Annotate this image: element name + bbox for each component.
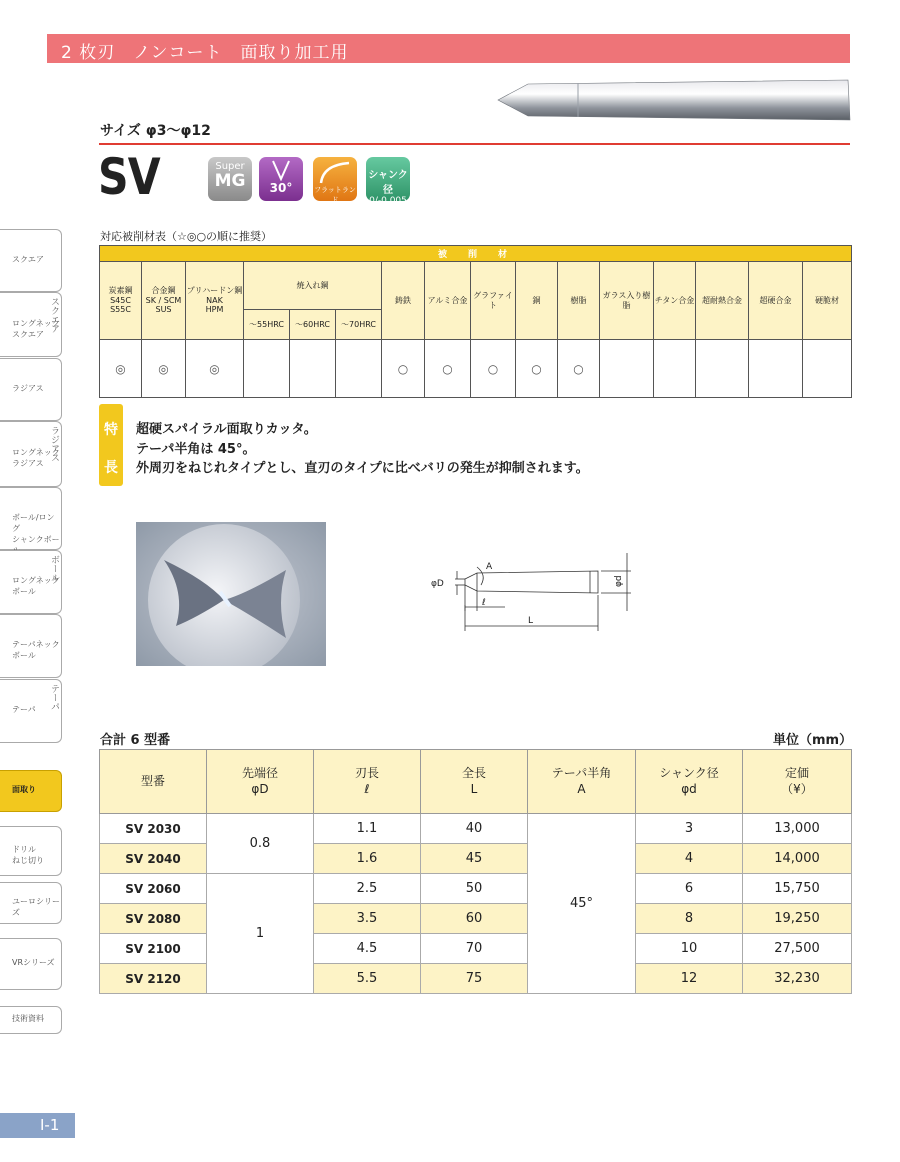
dimension-drawing <box>425 545 635 635</box>
side-tab-label: 面取り <box>12 785 36 794</box>
feature-line-2: テーパ半角は 45°。 <box>136 442 256 457</box>
material-rating <box>749 340 803 398</box>
taper-half-angle: 45° <box>528 814 636 994</box>
helix-30-badge <box>259 157 303 201</box>
drawing-L: L <box>528 616 534 626</box>
cutter-end-photo <box>136 522 326 666</box>
side-tab-label: ユーロシリーズ <box>12 897 60 917</box>
section-header-band <box>47 34 850 63</box>
material-col-header: 炭素鋼 S45C S55C <box>100 262 142 340</box>
page-number: I-1 <box>40 1116 60 1134</box>
material-rating <box>600 340 654 398</box>
flute-length: 4.5 <box>314 934 421 964</box>
side-tab[interactable] <box>0 229 62 292</box>
side-tab-vertical-label: テーパ <box>49 684 59 711</box>
spec-header-line1: 全長 <box>461 765 486 780</box>
flat-land-icon <box>315 159 355 185</box>
side-tab-vertical-label: ボール <box>49 555 59 582</box>
material-col-header: 銅 <box>516 262 558 340</box>
overall-length: 60 <box>421 904 528 934</box>
badge-angle: 30° <box>269 181 293 195</box>
spec-header-line2: φd <box>681 781 697 796</box>
overall-length: 75 <box>421 964 528 994</box>
material-col-header: 硬脆材 <box>803 262 852 340</box>
side-tab[interactable] <box>0 1006 62 1034</box>
feature-tag-2: 長 <box>104 460 118 476</box>
spec-header-line2: L <box>470 781 478 796</box>
material-col-header: 超耐熱合金 <box>696 262 749 340</box>
spec-col-header <box>528 750 636 814</box>
spec-col-header <box>743 750 852 814</box>
side-tab[interactable] <box>0 292 62 357</box>
feature-line-1: 超硬スパイラル面取りカッタ。 <box>136 422 317 437</box>
drawing-A: A <box>486 562 493 572</box>
flute-length: 2.5 <box>314 874 421 904</box>
material-col-header: 焼入れ鋼 <box>244 262 382 310</box>
side-tab-label: VRシリーズ <box>12 958 55 967</box>
material-rating: ◎ <box>142 340 186 398</box>
model-number: SV 2030 <box>100 814 207 844</box>
side-tab-label: ドリル ねじ切り <box>12 845 44 865</box>
list-price: 15,750 <box>743 874 852 904</box>
feature-tag-1: 特 <box>104 422 118 438</box>
badge-mg-top: Super <box>215 161 245 172</box>
side-tab-vertical-label: スクエア <box>49 297 59 333</box>
material-col-header: 鋳鉄 <box>382 262 425 340</box>
material-col-header: 超硬合金 <box>749 262 803 340</box>
side-tab-label: テーパネック ボール <box>12 640 60 660</box>
model-number: SV 2080 <box>100 904 207 934</box>
spec-header-line2: （¥） <box>781 781 813 796</box>
spec-header-line1: 刃長 <box>354 765 379 780</box>
spec-header-line1: 定価 <box>784 765 809 780</box>
spec-col-header <box>100 750 207 814</box>
endmill-tool-image <box>492 74 852 126</box>
side-tab[interactable] <box>0 550 62 614</box>
side-tab-label: ボール/ロング シャンクボー <box>12 512 60 544</box>
flute-length: 5.5 <box>314 964 421 994</box>
material-col-header: 合金鋼 SK / SCM SUS <box>142 262 186 340</box>
material-rating: ○ <box>425 340 471 398</box>
side-tab[interactable] <box>0 826 62 876</box>
side-tab-label: ロングネック ラジアス <box>12 448 60 468</box>
material-rating <box>336 340 382 398</box>
size-divider <box>99 143 850 145</box>
super-mg-badge <box>208 157 252 201</box>
spec-header-line1: 先端径 <box>241 765 278 780</box>
list-price: 13,000 <box>743 814 852 844</box>
product-code: SV <box>98 148 160 206</box>
shank-diameter: 6 <box>636 874 743 904</box>
shank-diameter: 12 <box>636 964 743 994</box>
size-range-label: サイズ φ3〜φ12 <box>100 123 211 139</box>
material-rating <box>290 340 336 398</box>
overall-length: 70 <box>421 934 528 964</box>
side-tab[interactable] <box>0 882 62 924</box>
drawing-phiD: φD <box>431 579 444 589</box>
overall-length: 40 <box>421 814 528 844</box>
list-price: 27,500 <box>743 934 852 964</box>
helix-icon <box>261 159 301 181</box>
side-tab-label: ラジアス <box>12 383 44 393</box>
material-rating: ○ <box>558 340 600 398</box>
spec-header-line1: 型番 <box>140 773 165 788</box>
model-number: SV 2060 <box>100 874 207 904</box>
material-col-header: アルミ合金 <box>425 262 471 340</box>
section-title: 2 枚刃 ノンコート 面取り加工用 <box>61 43 349 63</box>
spec-col-header <box>421 750 528 814</box>
side-tab-vertical-label: ラジアス <box>49 426 59 462</box>
spec-col-header <box>636 750 743 814</box>
material-rating <box>803 340 852 398</box>
spec-header-line2: ℓ <box>364 781 370 796</box>
drawing-phid: φd <box>614 575 624 587</box>
material-rating: ◎ <box>186 340 244 398</box>
feature-line-3: 外周刃をねじれタイプとし、直刃のタイプに比べバリの発生が抑制されます。 <box>136 461 589 476</box>
table-row <box>100 874 852 904</box>
side-tab-label: ロングネック スクエア <box>12 318 60 339</box>
shank-diameter: 10 <box>636 934 743 964</box>
unit-label: 単位（mm） <box>773 733 853 748</box>
shank-tolerance-badge <box>366 157 410 206</box>
tip-diameter: 1 <box>207 874 314 994</box>
spec-header-line1: テーパ半角 <box>551 765 612 780</box>
badge-mg-bottom: MG <box>214 171 246 191</box>
material-rating: ○ <box>516 340 558 398</box>
side-tab-label: 技術資料 <box>12 1014 44 1023</box>
flat-land-badge <box>313 157 357 204</box>
material-col-header: チタン合金 <box>654 262 696 340</box>
spec-header-line2: A <box>577 781 586 796</box>
model-spec-table <box>99 749 852 994</box>
side-tab[interactable] <box>0 679 62 743</box>
spec-col-header <box>207 750 314 814</box>
badge-flat-text: フラットランド <box>314 186 356 204</box>
overall-length: 45 <box>421 844 528 874</box>
list-price: 14,000 <box>743 844 852 874</box>
model-number: SV 2120 <box>100 964 207 994</box>
material-rating <box>654 340 696 398</box>
side-tab[interactable] <box>0 614 62 678</box>
material-rating: ◎ <box>100 340 142 398</box>
flute-length: 1.1 <box>314 814 421 844</box>
badge-shank-top: シャンク径 <box>368 170 408 196</box>
material-header-bar: 被 削 材 <box>100 246 852 262</box>
material-table-caption: 対応被削材表（☆◎○の順に推奨） <box>100 230 273 243</box>
spec-header-line1: シャンク径 <box>659 765 719 780</box>
side-tab[interactable] <box>0 487 62 550</box>
tip-diameter: 0.8 <box>207 814 314 874</box>
material-table <box>99 245 852 398</box>
overall-length: 50 <box>421 874 528 904</box>
hardened-steel-subheader: 〜70HRC <box>336 310 382 340</box>
spec-header-line2: φD <box>251 781 269 796</box>
hardened-steel-subheader: 〜55HRC <box>244 310 290 340</box>
side-tab-label: テーパ <box>12 705 36 714</box>
side-tab[interactable] <box>0 770 62 812</box>
feature-tag <box>99 404 123 486</box>
shank-diameter: 8 <box>636 904 743 934</box>
material-col-header: ガラス入り樹脂 <box>600 262 654 340</box>
hardened-steel-subheader: 〜60HRC <box>290 310 336 340</box>
page-number-tab <box>0 1113 75 1138</box>
flute-length: 3.5 <box>314 904 421 934</box>
side-tab-label: ロングネック ボール <box>12 576 60 596</box>
drawing-l: ℓ <box>482 598 486 608</box>
material-rating <box>696 340 749 398</box>
material-col-header: プリハードン鋼 NAK HPM <box>186 262 244 340</box>
material-rating <box>244 340 290 398</box>
spec-col-header <box>314 750 421 814</box>
side-tab-label: スクエア <box>12 254 44 264</box>
material-rating: ○ <box>471 340 516 398</box>
shank-diameter: 3 <box>636 814 743 844</box>
material-col-header: グラファイト <box>471 262 516 340</box>
table-row <box>100 814 852 844</box>
model-number: SV 2100 <box>100 934 207 964</box>
material-rating: ○ <box>382 340 425 398</box>
side-tab[interactable] <box>0 358 62 421</box>
material-col-header: 樹脂 <box>558 262 600 340</box>
shank-diameter: 4 <box>636 844 743 874</box>
side-tab[interactable] <box>0 421 62 487</box>
list-price: 19,250 <box>743 904 852 934</box>
flute-length: 1.6 <box>314 844 421 874</box>
total-models-label: 合計 6 型番 <box>100 733 171 748</box>
badge-shank-bottom: 0/-0.005 <box>369 196 407 206</box>
side-tab[interactable] <box>0 938 62 990</box>
model-number: SV 2040 <box>100 844 207 874</box>
list-price: 32,230 <box>743 964 852 994</box>
